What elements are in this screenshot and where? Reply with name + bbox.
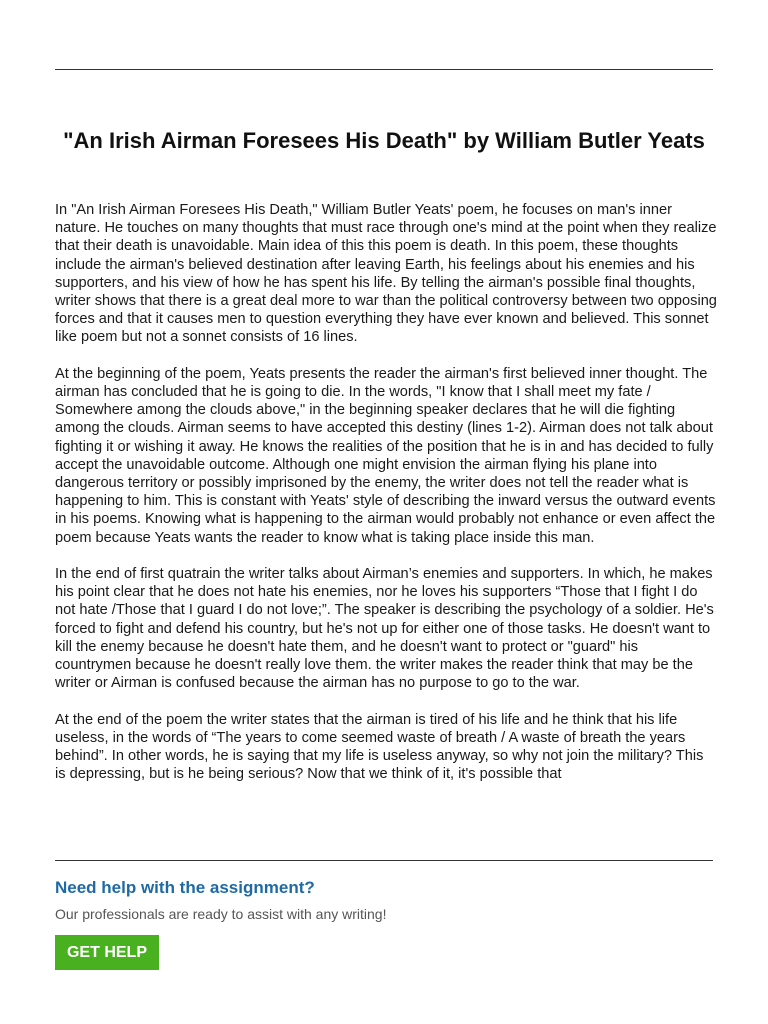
document-title: "An Irish Airman Foresees His Death" by William Butler Yeats — [63, 128, 705, 153]
bottom-divider — [55, 860, 713, 861]
top-divider — [55, 69, 713, 70]
paragraph: At the end of the poem the writer states that the airman is tired of his life and he think that his life useless, in the words of “The years to come seemed waste of breath / A waste of breath the years behind”. In other words, he is saying that my life is useless anyway, so why not join the military? This is depressing, but is he being serious? Now that we think of it, it's possible that — [55, 711, 704, 783]
paragraph: In "An Irish Airman Foresees His Death," William Butler Yeats' poem, he focuses on man's inner nature. He touches on many thoughts that must race through one's mind at the point when they realize that their death is unavoidable. Main idea of this this poem is death. In this poem, these thoughts include the airman's believed destination after leaving Earth, his feelings about his enemies and his supporters, and his view of how he has spent his life. By telling the airman's possible final thoughts, writer shows that there is a great deal more to war than the political controversy between two opposing forces and that it causes men to question everything they have ever known and believed. This sonnet like poem but not a sonnet consists of 16 lines. — [55, 202, 717, 346]
paragraph: At the beginning of the poem, Yeats presents the reader the airman's first believed inner thought. The airman has concluded that he is going to die. In the words, "I know that I shall meet my fate / Somewhere among the clouds above," in the beginning speaker declares that he will die fighting among the clouds. Airman seems to have accepted this destiny (lines 1-2). Airman does not talk about fighting it or wishing it away. He knows the realities of the position that he is in and has decided to fully accept the unavoidable outcome. Although one might envision the airman flying his plane into dangerous territory or possibly imprisoned by the enemy, the writer does not tell the reader what is happening to him. This is constant with Yeats' style of describing the inward versus the outward events in his poems. Knowing what is happening to the airman would probably not enhance or even affect the poem because Yeats wants the reader to know what is taking place inside this man. — [55, 365, 716, 546]
get-help-button[interactable]: GET HELP — [55, 935, 159, 970]
help-subtext: Our professionals are ready to assist with any writing! — [55, 906, 387, 922]
paragraph: In the end of first quatrain the writer talks about Airman’s enemies and supporters. In which, he makes his point clear that he does not hate his enemies, nor he loves his supporters “Those that I fight I do not hate /Those that I guard I do not love;”. The speaker is describing the psychology of a soldier. He's forced to fight and defend his country, but he's not up for either one of those tasks. He doesn't want to kill the enemy because he doesn't hate them, and he doesn't want to protect or "guard" his countrymen because he doesn't really love them. the writer makes the reader think that may be the writer or Airman is confused because the airman has no purpose to go to the war. — [55, 566, 714, 692]
document-body — [55, 201, 717, 802]
help-heading: Need help with the assignment? — [55, 878, 315, 897]
